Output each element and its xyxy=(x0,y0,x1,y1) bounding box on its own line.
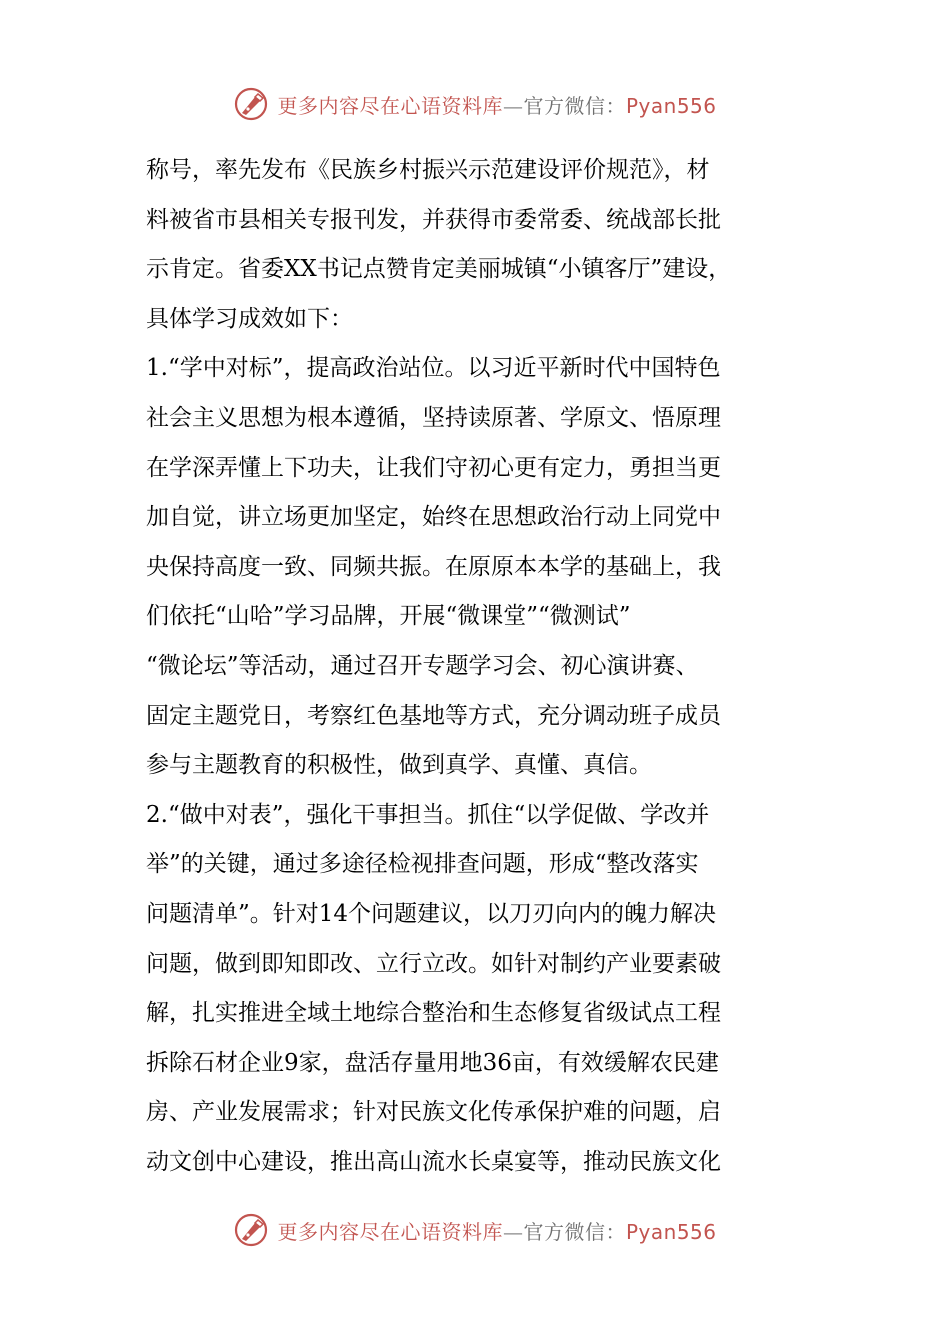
text-line: “微论坛”等活动，通过召开专题学习会、初心演讲赛、 xyxy=(146,652,699,679)
text-line: 们依托“山哈”学习品牌，开展“微课堂”“微测试” xyxy=(146,603,631,630)
text-line: 示肯定。省委XX书记点赞肯定美丽城镇“小镇客厅”建设， xyxy=(146,256,732,283)
pen-nib-circle-icon xyxy=(233,1212,269,1248)
text-line: 2.“做中对表”，强化干事担当。抓住“以学促做、学改并 xyxy=(146,801,710,828)
text-line: 称号，率先发布《民族乡村振兴示范建设评价规范》，材 xyxy=(146,157,710,183)
text-line: 加自觉，讲立场更加坚定，始终在思想政治行动上同党中 xyxy=(146,504,721,531)
pen-nib-circle-icon xyxy=(233,86,269,122)
text-line: 动文创中心建设，推出高山流水长桌宴等，推动民族文化 xyxy=(146,1148,721,1175)
watermark-sub-text: 官方微信： xyxy=(523,1219,626,1244)
footer-watermark xyxy=(0,1210,950,1250)
watermark-wechat-id: Pyan556 xyxy=(625,93,717,118)
text-line: 料被省市县相关专报刊发，并获得市委常委、统战部长批 xyxy=(146,206,721,233)
text-line: 拆除石材企业9家，盘活存量用地36亩，有效缓解农民建 xyxy=(146,1049,719,1076)
text-line: 在学深弄懂上下功夫，让我们守初心更有定力，勇担当更 xyxy=(146,454,721,481)
text-line: 举”的关键，通过多途径检视排查问题，形成“整改落实 xyxy=(146,851,699,878)
watermark-main-text: 更多内容尽在心语资料库 xyxy=(277,1219,503,1244)
watermark-dash: — xyxy=(502,1219,524,1244)
text-line: 参与主题教育的积极性，做到真学、真懂、真信。 xyxy=(146,752,652,779)
text-line: 问题清单”。针对14个问题建议，以刀刃向内的魄力解决 xyxy=(146,900,717,927)
watermark-dash: — xyxy=(502,93,524,118)
header-watermark xyxy=(0,84,950,124)
text-line: 固定主题党日，考察红色基地等方式，充分调动班子成员 xyxy=(146,702,721,729)
text-line: 解，扎实推进全域土地综合整治和生态修复省级试点工程 xyxy=(146,1000,721,1027)
document-body xyxy=(146,146,836,1187)
text-line: 社会主义思想为根本遵循，坚持读原著、学原文、悟原理 xyxy=(146,404,721,431)
text-line: 问题，做到即知即改、立行立改。如针对制约产业要素破 xyxy=(146,950,721,977)
watermark-main-text: 更多内容尽在心语资料库 xyxy=(277,93,503,118)
text-line: 1.“学中对标”，提高政治站位。以习近平新时代中国特色 xyxy=(146,355,721,382)
text-line: 房、产业发展需求；针对民族文化传承保护难的问题，启 xyxy=(146,1099,721,1126)
watermark-wechat-id: Pyan556 xyxy=(625,1219,717,1244)
text-line: 具体学习成效如下： xyxy=(146,305,353,332)
watermark-sub-text: 官方微信： xyxy=(523,93,626,118)
text-line: 央保持高度一致、同频共振。在原原本本学的基础上，我 xyxy=(146,553,721,580)
